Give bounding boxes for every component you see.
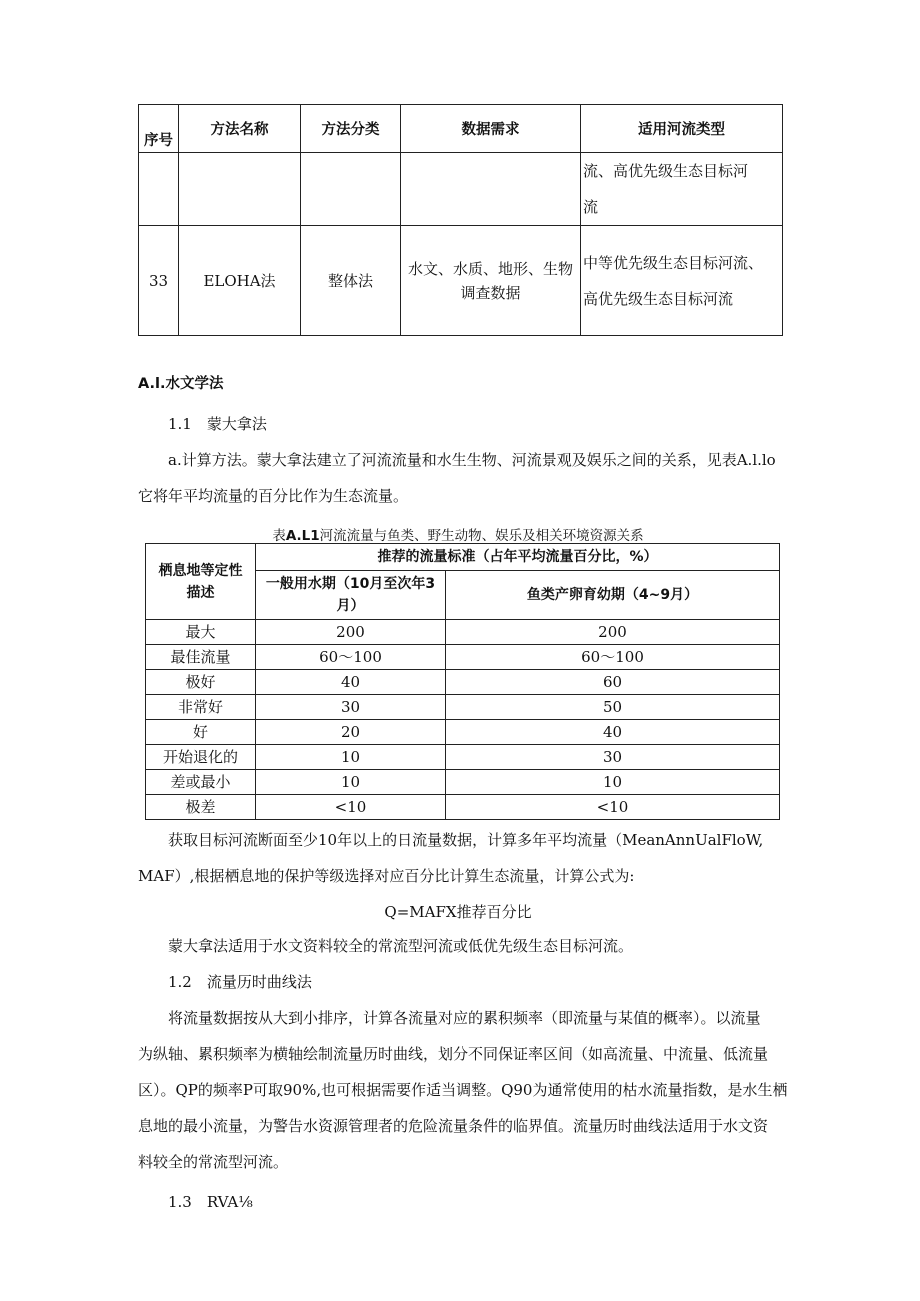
table-cell-river-type — [581, 226, 783, 336]
table-row — [146, 720, 780, 745]
table-cell-v2: 50 — [446, 695, 780, 720]
table-cell-v2: 10 — [446, 770, 780, 795]
section-heading: A.l.水文学法 — [138, 376, 224, 392]
table-cell-v2: 40 — [446, 720, 780, 745]
table-header-row — [146, 544, 780, 571]
table-cell-method-name: ELOHA法 — [179, 226, 301, 336]
methods-table-header — [139, 105, 783, 153]
table-row — [146, 795, 780, 820]
methods-table — [138, 104, 783, 336]
river-type-line: 高优先级生态目标河流 — [583, 289, 734, 308]
header-no: 序号 — [139, 105, 179, 153]
table-cell-v1: 20 — [256, 720, 446, 745]
table-row — [146, 695, 780, 720]
table-cell-v2: 60～100 — [446, 645, 780, 670]
river-type-line: 流、高优先级生态目标河 — [583, 162, 749, 180]
data-line: 调查数据 — [460, 283, 521, 302]
caption-number: A.L1 — [285, 528, 320, 544]
table-cell-data — [401, 226, 581, 336]
table-cell-desc: 最大 — [146, 620, 256, 645]
table-cell-river-type — [581, 153, 783, 226]
table-cell-v1: 30 — [256, 695, 446, 720]
paragraph-line: 它将年平均流量的百分比作为生态流量。 — [138, 487, 409, 505]
caption-prefix: 表 — [272, 528, 286, 544]
table-row — [139, 226, 783, 336]
subsection-heading-1-1: 1.1 蒙大拿法 — [168, 415, 267, 433]
table-cell-desc: 差或最小 — [146, 770, 256, 795]
table-cell-desc: 极好 — [146, 670, 256, 695]
table-cell-category: 整体法 — [301, 226, 401, 336]
table-cell-v1: <10 — [256, 795, 446, 820]
paragraph-line: 将流量数据按从大到小排序，计算各流量对应的累积频率（即流量与某值的概率）。以流量 — [168, 1009, 761, 1027]
table-row — [139, 153, 783, 226]
river-type-line: 流 — [583, 198, 599, 216]
paragraph-line: 息地的最小流量，为警告水资源管理者的危险流量条件的临界值。流量历时曲线法适用于水文资 — [138, 1117, 769, 1135]
table-row — [146, 745, 780, 770]
table-caption — [138, 524, 778, 544]
table-cell-v2: 30 — [446, 745, 780, 770]
header-spawning-period: 鱼类产卵育幼期（4~9月） — [446, 571, 780, 620]
table-cell-empty — [401, 153, 581, 226]
table-cell-v1: 200 — [256, 620, 446, 645]
subsection-heading-1-2: 1.2 流量历时曲线法 — [168, 973, 312, 991]
header-method-category: 方法分类 — [301, 105, 401, 153]
table-row — [146, 670, 780, 695]
river-type-line: 中等优先级生态目标河流、 — [583, 253, 764, 272]
paragraph-line: 区）。QP的频率P可取90%,也可根据需要作适当调整。Q90为通常使用的枯水流量指数，是水生栖 — [138, 1081, 788, 1099]
formula: Q=MAFX推荐百分比 — [384, 903, 532, 921]
data-line: 水文、水质、地形、生物 — [407, 259, 573, 278]
table-row — [146, 645, 780, 670]
flow-standard-rows — [146, 620, 780, 820]
header-habitat-desc: 栖息地等定性描述 — [146, 544, 256, 620]
paragraph-line: 料较全的常流型河流。 — [138, 1153, 289, 1171]
table-cell-no: 33 — [139, 226, 179, 336]
table-cell-v1: 10 — [256, 745, 446, 770]
table-cell-desc: 最佳流量 — [146, 645, 256, 670]
table-cell-empty — [301, 153, 401, 226]
header-method-name: 方法名称 — [179, 105, 301, 153]
header-general-period: 一般用水期（10月至次年3月） — [256, 571, 446, 620]
flow-standard-table — [145, 543, 780, 820]
table-cell-empty — [179, 153, 301, 226]
paragraph-line: 蒙大拿法适用于水文资料较全的常流型河流或低优先级生态目标河流。 — [168, 937, 634, 955]
table-cell-v1: 40 — [256, 670, 446, 695]
header-river-type: 适用河流类型 — [581, 105, 783, 153]
caption-text: 河流流量与鱼类、野生动物、娱乐及相关环境资源关系 — [319, 528, 644, 544]
table-cell-v1: 10 — [256, 770, 446, 795]
table-row — [146, 770, 780, 795]
table-row — [146, 620, 780, 645]
header-data-requirement: 数据需求 — [401, 105, 581, 153]
header-recommended-standard: 推荐的流量标准（占年平均流量百分比，%） — [256, 544, 780, 571]
paragraph-line: a.计算方法。蒙大拿法建立了河流流量和水生生物、河流景观及娱乐之间的关系，见表A.l.lo — [168, 451, 776, 469]
table-cell-desc: 非常好 — [146, 695, 256, 720]
table-cell-desc: 好 — [146, 720, 256, 745]
paragraph-line: MAF）,根据栖息地的保护等级选择对应百分比计算生态流量，计算公式为: — [138, 867, 635, 885]
paragraph-line: 获取目标河流断面至少10年以上的日流量数据，计算多年平均流量（MeanAnnUalFloW, — [168, 831, 764, 849]
table-cell-desc: 极差 — [146, 795, 256, 820]
table-cell-desc: 开始退化的 — [146, 745, 256, 770]
table-cell-v2: 200 — [446, 620, 780, 645]
table-cell-empty — [139, 153, 179, 226]
table-cell-v1: 60～100 — [256, 645, 446, 670]
paragraph-line: 为纵轴、累积频率为横轴绘制流量历时曲线，划分不同保证率区间（如高流量、中流量、低流量 — [138, 1045, 769, 1063]
table-cell-v2: <10 — [446, 795, 780, 820]
subsection-heading-1-3: 1.3 RVA⅛ — [168, 1193, 253, 1211]
table-cell-v2: 60 — [446, 670, 780, 695]
